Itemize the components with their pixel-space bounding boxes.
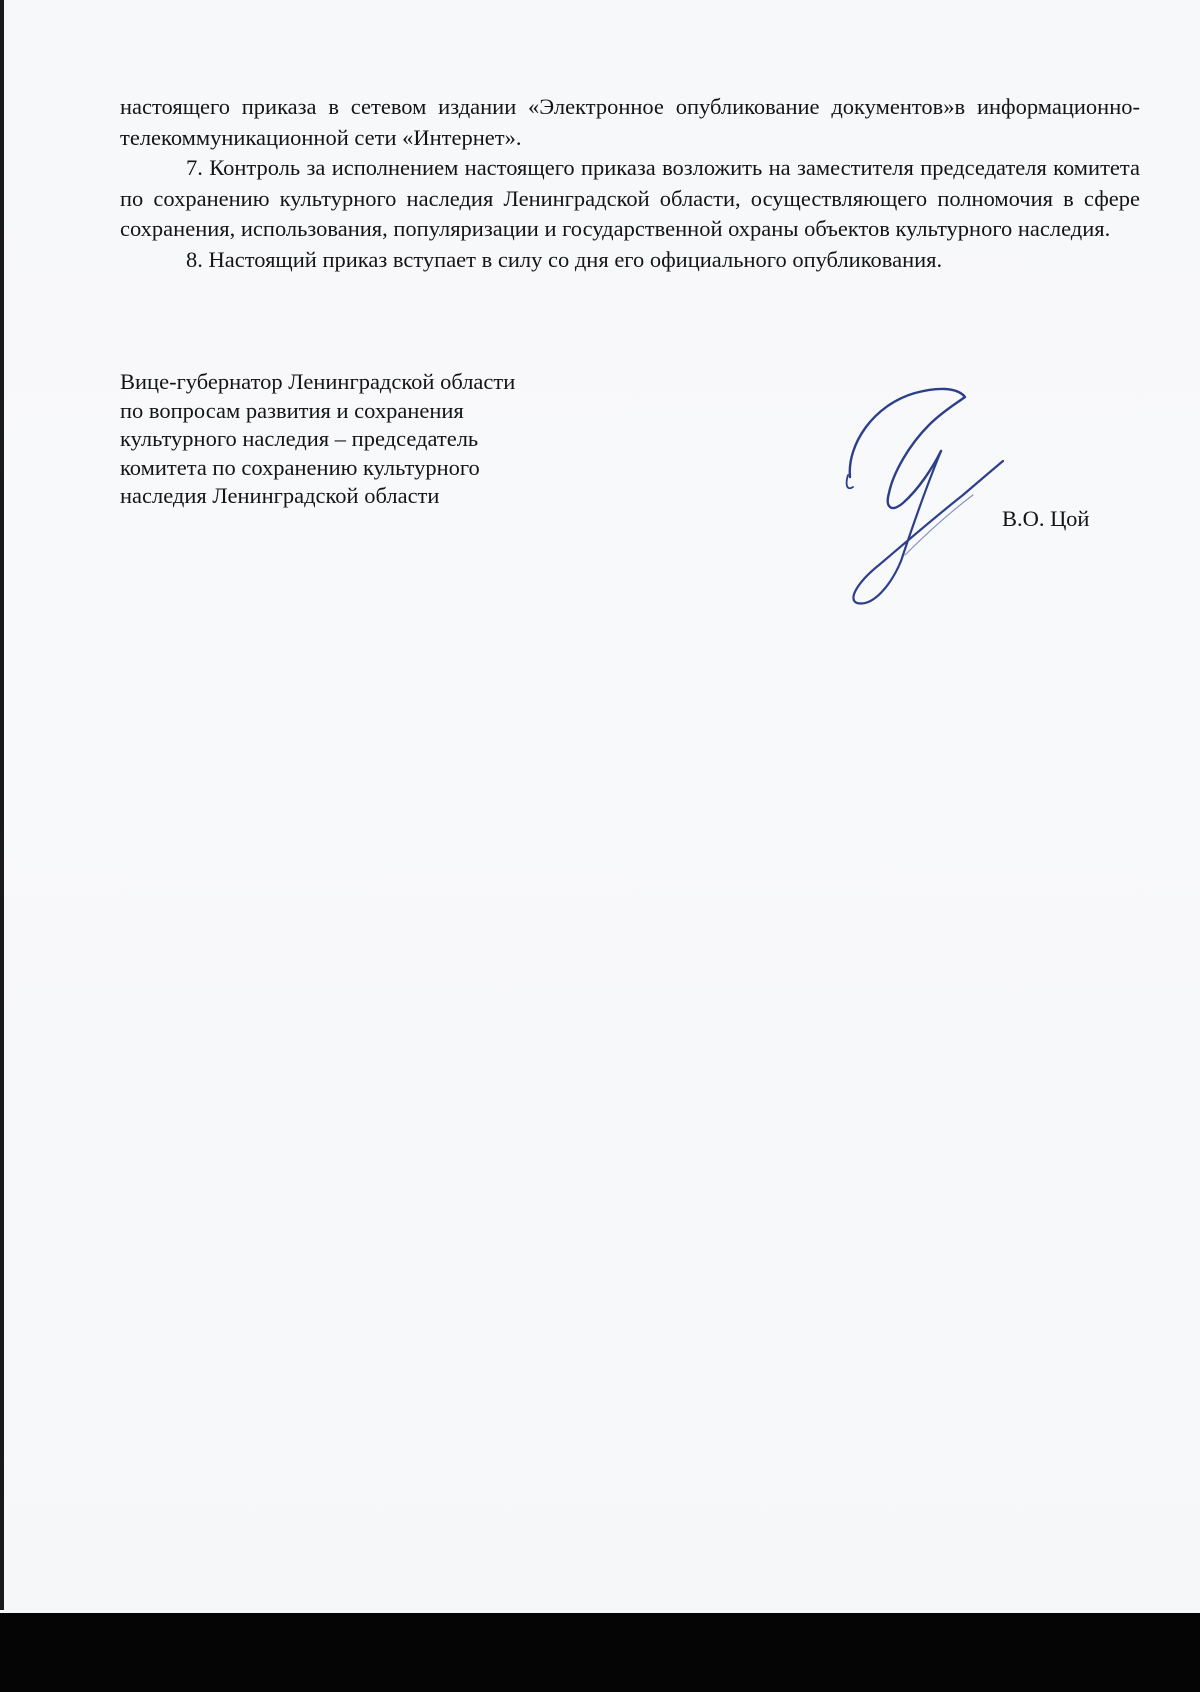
signatory-position-line: Вице-губернатор Ленинградской области [120, 369, 516, 394]
paragraph-8-effective-date: 8. Настоящий приказ вступает в силу со дня его официального опубликования. [186, 246, 943, 272]
handwritten-signature [845, 385, 1015, 615]
paragraph-7-control: 7. Контроль за исполнением настоящего приказа возложить на заместителя председателя комитета по сохранению культурного наследия Ленинградской области, осуществляющего полномочия в сфере сохранения, использования, популяризации и государственной охраны объектов культурного наследия. [120, 155, 1140, 241]
signatory-position-line: комитета по сохранению культурного [120, 454, 480, 480]
signatory-position-line: культурного наследия – председатель [120, 426, 479, 451]
scan-edge-left [0, 0, 4, 1610]
signatory-position [120, 368, 640, 511]
signatory-name: В.О. Цой [1002, 506, 1090, 531]
signatory-position-line: наследия Ленинградской области [120, 483, 440, 508]
signatory-position-line: по вопросам развития и сохранения [120, 397, 464, 423]
scan-edge-bottom [0, 1613, 1200, 1692]
paragraph-continuation: настоящего приказа в сетевом издании «Электронное опубликование документов»в информационно-телекоммуникационной сети «Интернет». [120, 94, 1140, 150]
document-body [120, 92, 1140, 275]
